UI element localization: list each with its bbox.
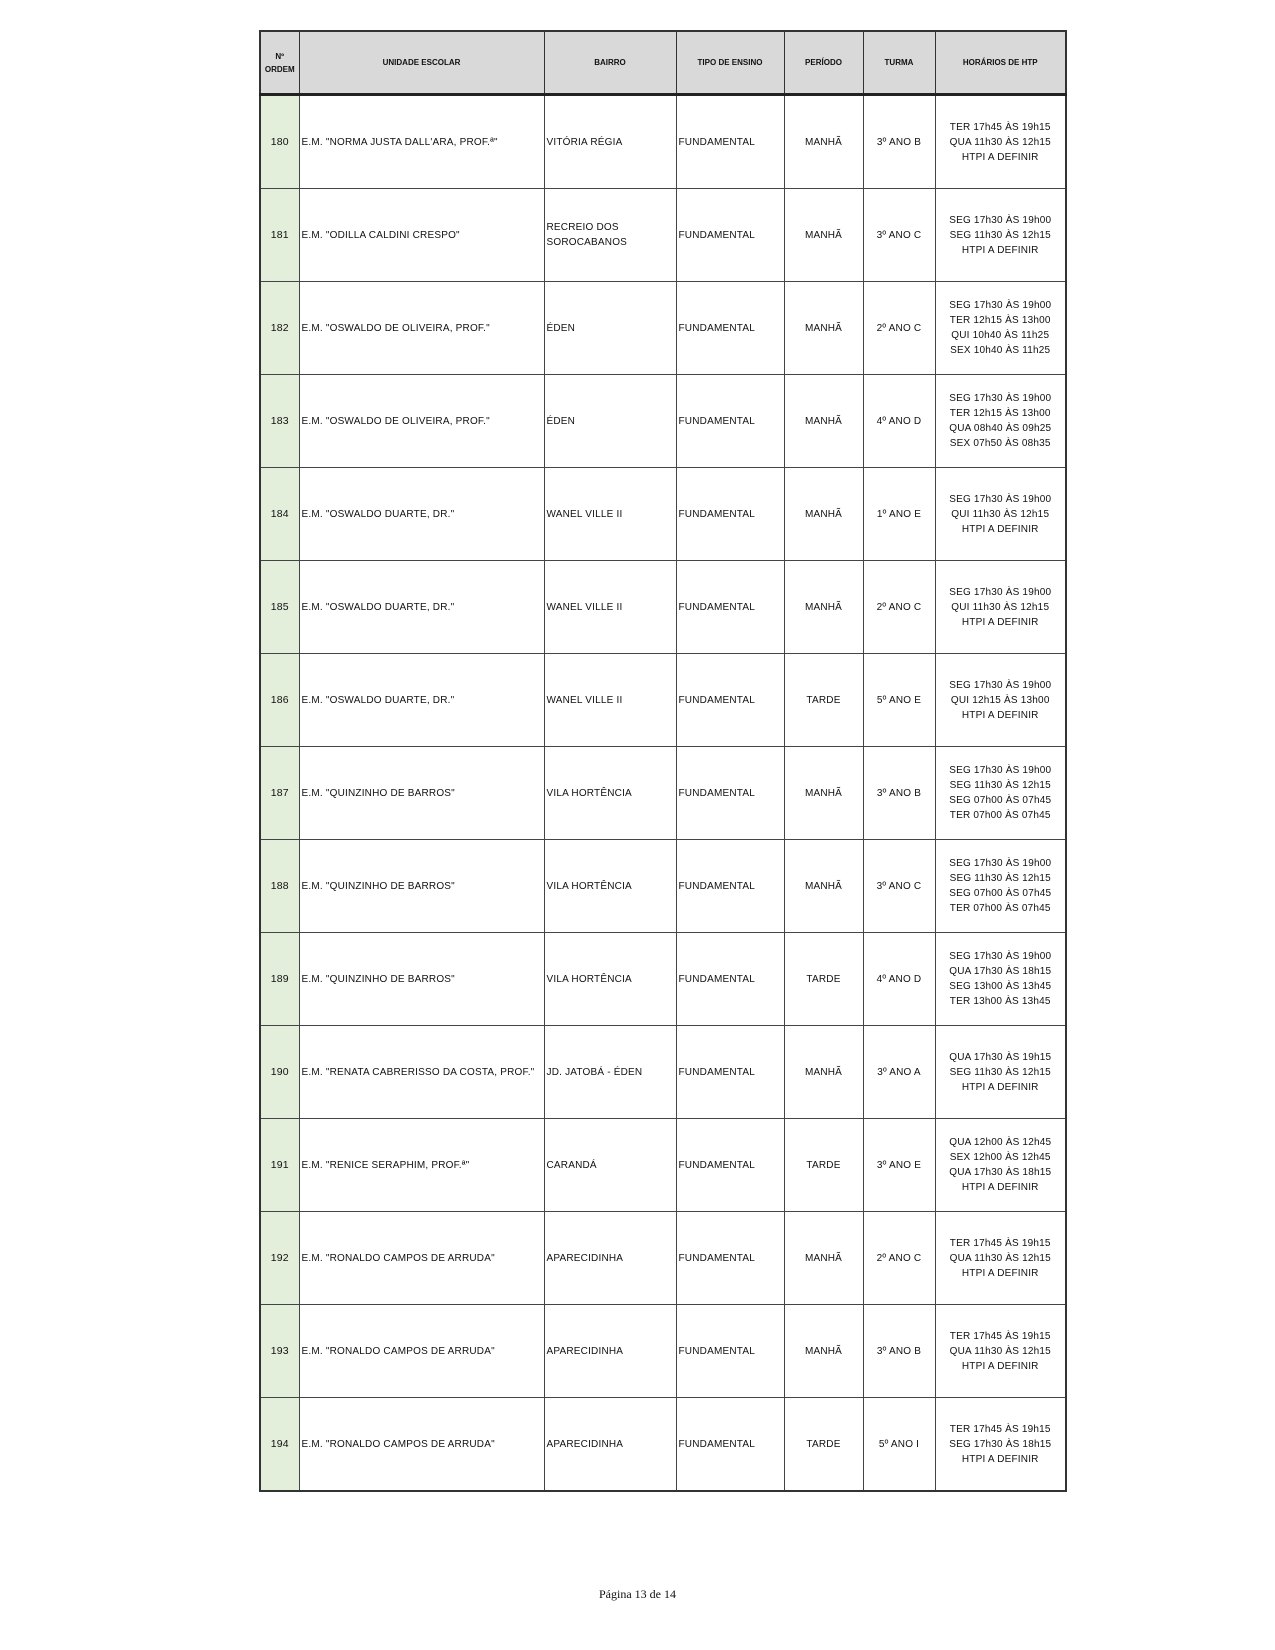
table-row (260, 933, 1066, 1026)
cell-ordem: 189 (260, 933, 299, 1026)
cell-horarios-htp: QUA 17h30 ÀS 19h15 SEG 11h30 ÀS 12h15 HTPI A DEFINIR (935, 1026, 1066, 1119)
cell-turma: 4º ANO D (863, 933, 935, 1026)
header-row (260, 31, 1066, 95)
cell-tipo-de-ensino: FUNDAMENTAL (676, 1212, 784, 1305)
cell-bairro: ÉDEN (544, 282, 676, 375)
cell-unidade-escolar: E.M. "OSWALDO DUARTE, DR." (299, 654, 544, 747)
cell-unidade-escolar: E.M. "RENATA CABRERISSO DA COSTA, PROF." (299, 1026, 544, 1119)
cell-unidade-escolar: E.M. "OSWALDO DUARTE, DR." (299, 561, 544, 654)
cell-tipo-de-ensino: FUNDAMENTAL (676, 933, 784, 1026)
cell-unidade-escolar: E.M. "RONALDO CAMPOS DE ARRUDA" (299, 1212, 544, 1305)
cell-periodo: TARDE (784, 1119, 863, 1212)
cell-unidade-escolar: E.M. "RONALDO CAMPOS DE ARRUDA" (299, 1305, 544, 1398)
cell-ordem: 193 (260, 1305, 299, 1398)
table-row (260, 468, 1066, 561)
cell-horarios-htp: SEG 17h30 ÀS 19h00 SEG 11h30 ÀS 12h15 HTPI A DEFINIR (935, 189, 1066, 282)
table-row (260, 375, 1066, 468)
cell-periodo: MANHÃ (784, 561, 863, 654)
cell-unidade-escolar: E.M. "RONALDO CAMPOS DE ARRUDA" (299, 1398, 544, 1492)
cell-turma: 4º ANO D (863, 375, 935, 468)
cell-turma: 3º ANO C (863, 840, 935, 933)
header-bairro: BAIRRO (544, 31, 676, 95)
cell-bairro: APARECIDINHA (544, 1212, 676, 1305)
cell-horarios-htp: SEG 17h30 ÀS 19h00 QUA 17h30 ÀS 18h15 SEG 13h00 ÀS 13h45 TER 13h00 ÀS 13h45 (935, 933, 1066, 1026)
cell-tipo-de-ensino: FUNDAMENTAL (676, 282, 784, 375)
table-row (260, 282, 1066, 375)
cell-horarios-htp: TER 17h45 ÀS 19h15 SEG 17h30 ÀS 18h15 HTPI A DEFINIR (935, 1398, 1066, 1492)
table-row (260, 1398, 1066, 1492)
cell-periodo: TARDE (784, 1398, 863, 1492)
cell-bairro: VILA HORTÊNCIA (544, 747, 676, 840)
cell-periodo: TARDE (784, 933, 863, 1026)
cell-tipo-de-ensino: FUNDAMENTAL (676, 189, 784, 282)
cell-ordem: 190 (260, 1026, 299, 1119)
cell-periodo: MANHÃ (784, 1212, 863, 1305)
cell-tipo-de-ensino: FUNDAMENTAL (676, 375, 784, 468)
cell-periodo: MANHÃ (784, 375, 863, 468)
cell-turma: 5º ANO I (863, 1398, 935, 1492)
cell-turma: 3º ANO A (863, 1026, 935, 1119)
cell-horarios-htp: QUA 12h00 ÀS 12h45 SEX 12h00 ÀS 12h45 QUA 17h30 ÀS 18h15 HTPI A DEFINIR (935, 1119, 1066, 1212)
header-periodo: PERÍODO (784, 31, 863, 95)
cell-unidade-escolar: E.M. "OSWALDO DE OLIVEIRA, PROF." (299, 375, 544, 468)
cell-periodo: MANHÃ (784, 468, 863, 561)
cell-periodo: MANHÃ (784, 840, 863, 933)
cell-horarios-htp: TER 17h45 ÀS 19h15 QUA 11h30 ÀS 12h15 HTPI A DEFINIR (935, 1305, 1066, 1398)
cell-tipo-de-ensino: FUNDAMENTAL (676, 468, 784, 561)
table-row (260, 840, 1066, 933)
cell-bairro: RECREIO DOS SOROCABANOS (544, 189, 676, 282)
cell-tipo-de-ensino: FUNDAMENTAL (676, 95, 784, 189)
cell-ordem: 187 (260, 747, 299, 840)
cell-unidade-escolar: E.M. "ODILLA CALDINI CRESPO" (299, 189, 544, 282)
cell-periodo: MANHÃ (784, 1026, 863, 1119)
cell-ordem: 192 (260, 1212, 299, 1305)
cell-horarios-htp: SEG 17h30 ÀS 19h00 SEG 11h30 ÀS 12h15 SEG 07h00 ÀS 07h45 TER 07h00 ÀS 07h45 (935, 840, 1066, 933)
cell-tipo-de-ensino: FUNDAMENTAL (676, 747, 784, 840)
table-row (260, 1305, 1066, 1398)
header-unidade-escolar: UNIDADE ESCOLAR (299, 31, 544, 95)
table-row (260, 1119, 1066, 1212)
page-number: Página 13 de 14 (599, 1587, 676, 1601)
cell-turma: 2º ANO C (863, 282, 935, 375)
cell-turma: 1º ANO E (863, 468, 935, 561)
cell-horarios-htp: SEG 17h30 ÀS 19h00 QUI 11h30 ÀS 12h15 HTPI A DEFINIR (935, 468, 1066, 561)
cell-ordem: 191 (260, 1119, 299, 1212)
cell-bairro: WANEL VILLE II (544, 468, 676, 561)
cell-turma: 3º ANO B (863, 1305, 935, 1398)
cell-horarios-htp: SEG 17h30 ÀS 19h00 QUI 11h30 ÀS 12h15 HTPI A DEFINIR (935, 561, 1066, 654)
cell-horarios-htp: TER 17h45 ÀS 19h15 QUA 11h30 ÀS 12h15 HTPI A DEFINIR (935, 1212, 1066, 1305)
cell-turma: 3º ANO B (863, 747, 935, 840)
header-turma: TURMA (863, 31, 935, 95)
cell-bairro: WANEL VILLE II (544, 654, 676, 747)
cell-ordem: 184 (260, 468, 299, 561)
cell-turma: 2º ANO C (863, 1212, 935, 1305)
cell-periodo: MANHÃ (784, 189, 863, 282)
cell-bairro: ÉDEN (544, 375, 676, 468)
cell-ordem: 188 (260, 840, 299, 933)
cell-bairro: WANEL VILLE II (544, 561, 676, 654)
cell-ordem: 182 (260, 282, 299, 375)
cell-bairro: VILA HORTÊNCIA (544, 933, 676, 1026)
table-header (260, 31, 1066, 95)
cell-ordem: 194 (260, 1398, 299, 1492)
cell-horarios-htp: SEG 17h30 ÀS 19h00 SEG 11h30 ÀS 12h15 SEG 07h00 ÀS 07h45 TER 07h00 ÀS 07h45 (935, 747, 1066, 840)
htp-schedule-table (259, 30, 1067, 1492)
cell-ordem: 185 (260, 561, 299, 654)
cell-tipo-de-ensino: FUNDAMENTAL (676, 1305, 784, 1398)
cell-tipo-de-ensino: FUNDAMENTAL (676, 1026, 784, 1119)
cell-periodo: MANHÃ (784, 95, 863, 189)
cell-ordem: 183 (260, 375, 299, 468)
cell-bairro: VITÓRIA RÉGIA (544, 95, 676, 189)
cell-horarios-htp: SEG 17h30 ÀS 19h00 QUI 12h15 ÀS 13h00 HTPI A DEFINIR (935, 654, 1066, 747)
header-ordem: Nº ORDEM (260, 31, 299, 95)
cell-horarios-htp: SEG 17h30 ÀS 19h00 TER 12h15 ÀS 13h00 QUA 08h40 ÀS 09h25 SEX 07h50 ÀS 08h35 (935, 375, 1066, 468)
cell-unidade-escolar: E.M. "NORMA JUSTA DALL'ARA, PROF.ª" (299, 95, 544, 189)
cell-turma: 5º ANO E (863, 654, 935, 747)
cell-tipo-de-ensino: FUNDAMENTAL (676, 1119, 784, 1212)
cell-turma: 3º ANO C (863, 189, 935, 282)
cell-ordem: 180 (260, 95, 299, 189)
cell-bairro: JD. JATOBÁ - ÉDEN (544, 1026, 676, 1119)
cell-tipo-de-ensino: FUNDAMENTAL (676, 1398, 784, 1492)
cell-tipo-de-ensino: FUNDAMENTAL (676, 654, 784, 747)
cell-turma: 3º ANO E (863, 1119, 935, 1212)
cell-turma: 3º ANO B (863, 95, 935, 189)
cell-tipo-de-ensino: FUNDAMENTAL (676, 561, 784, 654)
cell-unidade-escolar: E.M. "QUINZINHO DE BARROS" (299, 840, 544, 933)
cell-ordem: 186 (260, 654, 299, 747)
cell-periodo: TARDE (784, 654, 863, 747)
table-row (260, 189, 1066, 282)
cell-unidade-escolar: E.M. "OSWALDO DE OLIVEIRA, PROF." (299, 282, 544, 375)
cell-unidade-escolar: E.M. "RENICE SERAPHIM, PROF.ª" (299, 1119, 544, 1212)
cell-unidade-escolar: E.M. "OSWALDO DUARTE, DR." (299, 468, 544, 561)
header-horarios-htp: HORÁRIOS DE HTP (935, 31, 1066, 95)
table-row (260, 1026, 1066, 1119)
cell-bairro: APARECIDINHA (544, 1305, 676, 1398)
table-row (260, 654, 1066, 747)
cell-bairro: VILA HORTÊNCIA (544, 840, 676, 933)
cell-bairro: APARECIDINHA (544, 1398, 676, 1492)
cell-unidade-escolar: E.M. "QUINZINHO DE BARROS" (299, 747, 544, 840)
table-row (260, 747, 1066, 840)
table-row (260, 95, 1066, 189)
cell-periodo: MANHÃ (784, 1305, 863, 1398)
cell-periodo: MANHÃ (784, 282, 863, 375)
cell-turma: 2º ANO C (863, 561, 935, 654)
table-row (260, 1212, 1066, 1305)
cell-ordem: 181 (260, 189, 299, 282)
cell-bairro: CARANDÁ (544, 1119, 676, 1212)
cell-horarios-htp: SEG 17h30 ÀS 19h00 TER 12h15 ÀS 13h00 QUI 10h40 ÀS 11h25 SEX 10h40 ÀS 11h25 (935, 282, 1066, 375)
table-row (260, 561, 1066, 654)
cell-horarios-htp: TER 17h45 ÀS 19h15 QUA 11h30 ÀS 12h15 HTPI A DEFINIR (935, 95, 1066, 189)
cell-unidade-escolar: E.M. "QUINZINHO DE BARROS" (299, 933, 544, 1026)
cell-periodo: MANHÃ (784, 747, 863, 840)
cell-tipo-de-ensino: FUNDAMENTAL (676, 840, 784, 933)
header-tipo-de-ensino: TIPO DE ENSINO (676, 31, 784, 95)
table-body (260, 95, 1066, 1492)
